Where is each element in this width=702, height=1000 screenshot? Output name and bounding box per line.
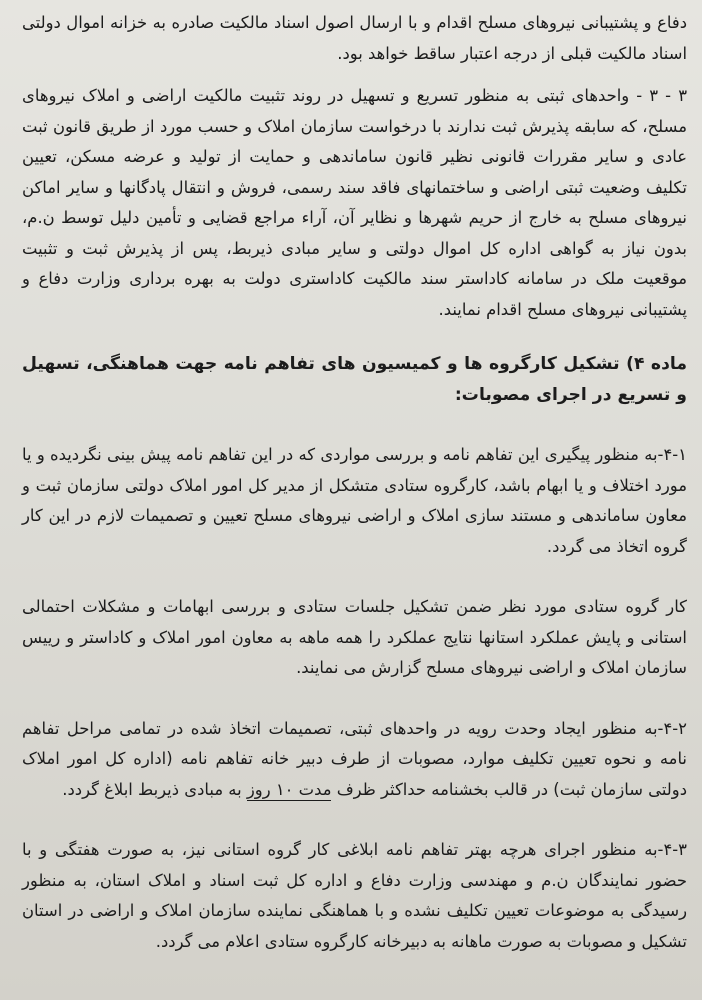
clause-4-2 xyxy=(22,714,687,806)
spacer xyxy=(22,562,687,592)
intro-paragraph: دفاع و پشتیبانی نیروهای مسلح اقدام و با ارسال اصول اسناد مالکیت صادره به خزانه اموال دولتی اسناد مالکیت قبلی از درجه اعتبار ساقط خواهد بود. xyxy=(22,13,687,63)
staff-group-paragraph: کار گروه ستادی مورد نظر ضمن تشکیل جلسات ستادی و بررسی ابهامات و مشکلات احتمالی استانی و پایش عملکرد استانها نتایج عملکرد را همه ماهه به معاون امور املاک و کاداستر و رییس سازمان املاک و اراضی نیروهای مسلح گزارش می نمایند. xyxy=(22,597,687,677)
article-4-heading: ماده ۴) تشکیل کارگروه ها و کمیسیون های تفاهم نامه جهت هماهنگی، تسهیل و تسریع در اجرای مصوبات: xyxy=(22,354,687,405)
document-body xyxy=(22,8,687,957)
clause-4-1: ۴-۱-به منظور پیگیری این تفاهم نامه و بررسی مواردی که در این تفاهم نامه پیش بینی نگردیده و یا مورد اختلاف و یا ابهام باشد، کارگروه ستادی متشکل از مدیر کل امور املاک دولتی سازمان ثبت و معاون ساماندهی و مستند سازی املاک و اراضی نیروهای مسلح تعیین و تصمیمات لازم در این کار گروه اتخاذ می گردد. xyxy=(22,445,687,556)
clause-4-2-text-start: ۴-۲-به منظور ایجاد وحدت رویه در واحدهای ثبتی، تصمیمات اتخاذ شده در تمامی مراحل تفاهم نامه و نحوه تعیین تکلیف موارد، مصوبات از طرف دبیر خانه تفاهم نامه (اداره کل امور املاک دولتی سازمان ثبت) در قالب بخشنامه حداکثر ظرف xyxy=(22,718,687,799)
deadline-underlined: مدت ۱۰ روز xyxy=(246,779,332,799)
spacer xyxy=(22,684,687,714)
clause-3-3: ۳ - ۳ - واحدهای ثبتی به منظور تسریع و تسهیل در روند تثبیت مالکیت اراضی و املاک نیروهای مسلح، که سابقه پذیرش ثبت ندارند با درخواست سازمان املاک و حسب مورد از طریق قانون ثبت عادی و سایر مقررات قانونی نظیر قانون ساماندهی و حمایت از تولید و عرضه مسکن، تعیین تکلیف وضعیت ثبتی اراضی و ساختمانهای فاقد سند رسمی، فروش و انتقال پادگانها و سایر اماکن نیروهای مسلح به خارج از حریم شهرها و نظایر آن، آراء مراجع قضایی و تأمین دلیل توسط ن.م، بدون نیاز به گواهی اداره کل اموال دولتی و سایر مبادی ذیربط، پس از پذیرش ثبت و تثبیت موقعیت ملک در سامانه کاداستر سند مالکیت کاداستری دولت به بهره برداری وزارت دفاع و پشتیبانی نیروهای مسلح اقدام نمایند. xyxy=(22,86,687,319)
clause-4-2-text-end: به مبادی ذیربط ابلاغ گردد. xyxy=(62,779,247,799)
spacer xyxy=(22,69,687,81)
spacer xyxy=(22,805,687,835)
spacer xyxy=(22,410,687,440)
clause-4-3: ۴-۳-به منظور اجرای هرچه بهتر تفاهم نامه ابلاغی کار گروه استانی نیز، به صورت هفتگی و با حضور نمایندگان ن.م و مهندسی وزارت دفاع و اداره کل ثبت اسناد و املاک استان، به منظور رسیدگی به موضوعات تعیین تکلیف نشده و با هماهنگی نماینده سازمان املاک و اراضی در استان تشکیل و مصوبات به صورت ماهانه به دبیرخانه کارگروه ستادی اعلام می گردد. xyxy=(22,840,687,951)
spacer xyxy=(22,325,687,349)
